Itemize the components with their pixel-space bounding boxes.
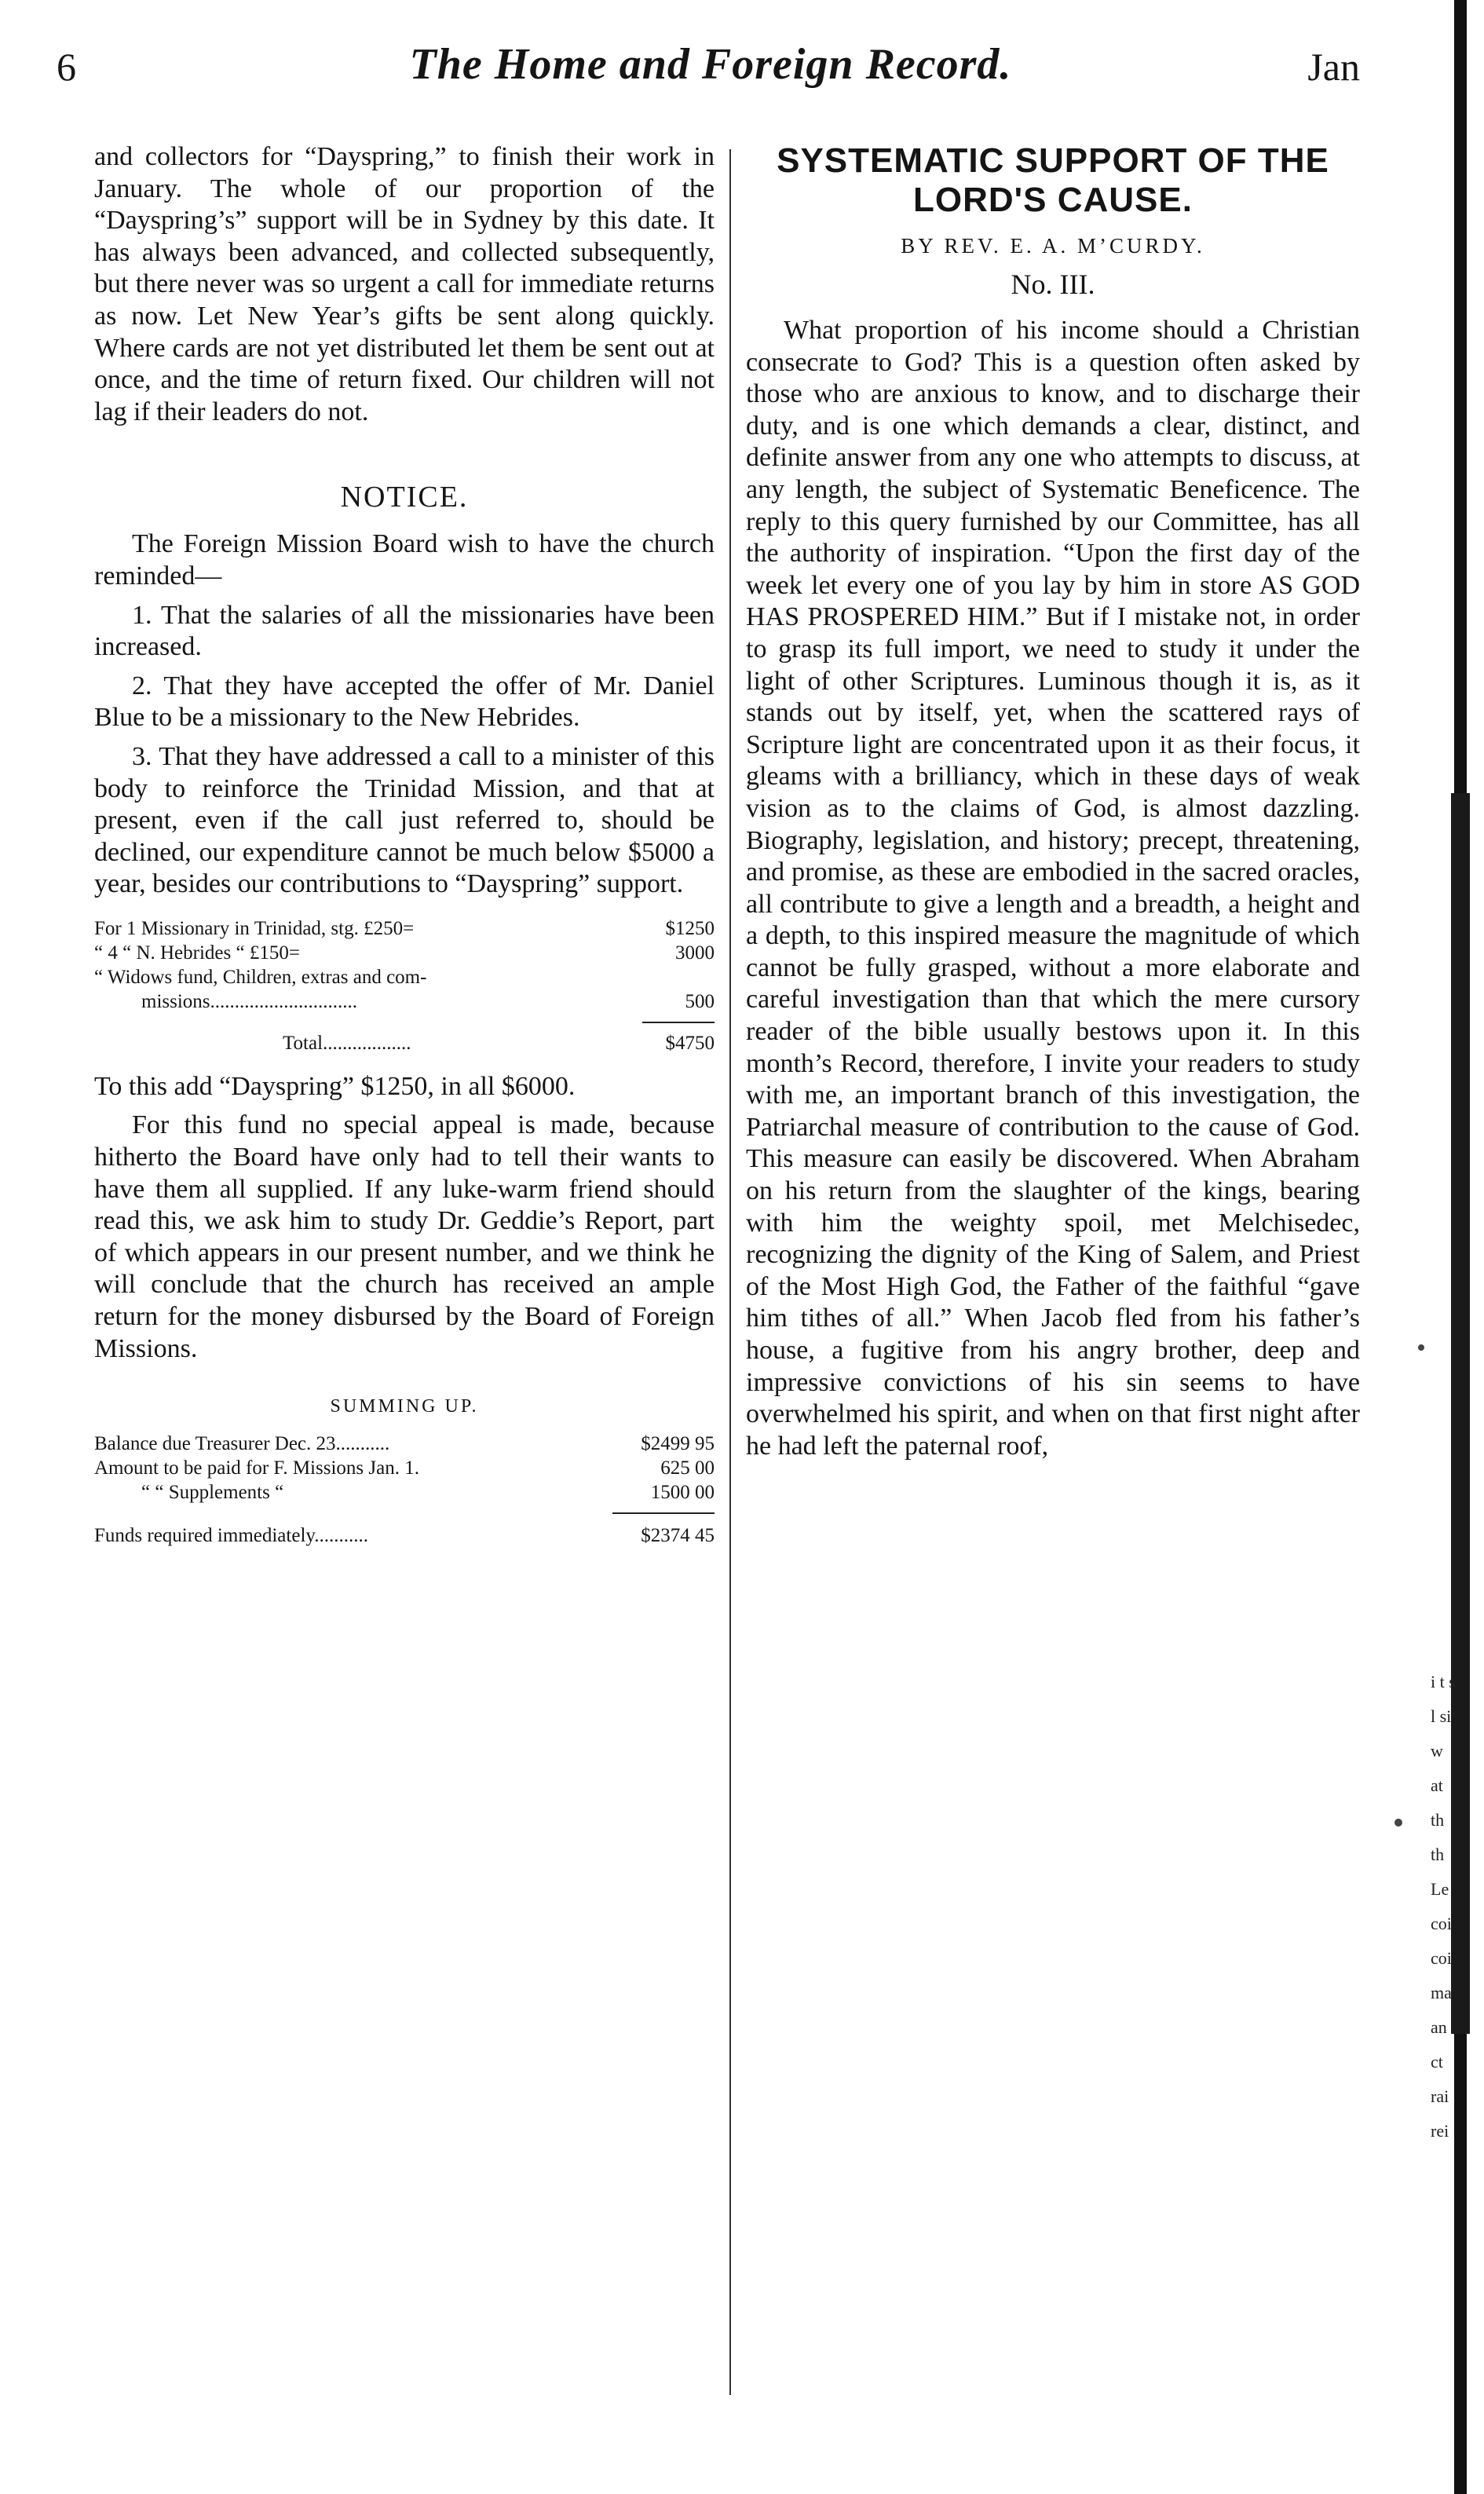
scan-edge (1431, 0, 1484, 2494)
ledger-rule (642, 1022, 715, 1023)
notice-item-3: 3. That they have addressed a call to a minister of this body to reinforce the Trinidad Mission, and that at present, even if the call just referred to, should be declined, our expenditure cannot be much below $5000 a year, besides our contributions to “Dayspring” support. (94, 741, 715, 899)
summing-value: 1500 00 (650, 1482, 715, 1504)
running-header (47, 35, 1374, 105)
summing-rule (612, 1512, 715, 1514)
ink-speck (1418, 1344, 1424, 1351)
summing-final-value: $2374 45 (641, 1525, 715, 1547)
article-number: No. III. (1011, 269, 1095, 300)
ledger-row (94, 965, 715, 989)
summing-final-label: Funds required immediately........... (94, 1525, 369, 1547)
summing-label: “ “ Supplements “ (141, 1482, 284, 1504)
ledger-label: “ 4 “ N. Hebrides “ £150= (94, 942, 300, 964)
ledger-row (94, 941, 715, 965)
publication-title: The Home and Foreign Record. (409, 40, 1012, 89)
adjacent-page-fragments: i t s l si w at th th Le coi coi ma an ct rai rei (1431, 1672, 1456, 2141)
article-title: SYSTEMATIC SUPPORT OF THE LORD'S CAUSE. (777, 141, 1329, 219)
summing-value: $2499 95 (641, 1433, 715, 1455)
column-divider (729, 149, 731, 2395)
ledger-value: 500 (685, 990, 715, 1012)
ledger-total-label: Total.................. (283, 1032, 411, 1054)
fund-paragraph: For this fund no special appeal is made, because hitherto the Board have only had to tell their wants to have them all supplied. If any luke-warm friend should read this, we ask him to study Dr. Geddie’s Report, part of which appears in our present number, and we think he will conclude that the church has received an ample return for the money disbursed by the Board of Foreign Missions. (94, 1110, 715, 1363)
page-number: 6 (57, 45, 76, 89)
ledger-value: $1250 (665, 917, 715, 939)
notice-intro: The Foreign Mission Board wish to have the church reminded— (94, 529, 715, 591)
intro-paragraph: and collectors for “Dayspring,” to finish their work in January. The whole of our proportion of the “Dayspring’s” support will be in Sydney by this date. It has always been advanced, and collected subsequently, but there never was so urgent a call for immediate returns as now. Let New Year’s gifts be sent along quickly. Where cards are not yet distributed let them be sent out at once, and the time of return fixed. Our children will not lag if their leaders do not. (94, 142, 715, 426)
article-byline: BY REV. E. A. M’CURDY. (901, 234, 1205, 258)
summing-label: Amount to be paid for F. Missions Jan. 1. (94, 1457, 419, 1479)
header-month: Jan (1307, 45, 1360, 89)
dayspring-addition: To this add “Dayspring” $1250, in all $6000. (94, 1071, 576, 1101)
left-column (94, 141, 715, 1563)
right-column (746, 141, 1360, 1469)
ink-speck (1394, 1819, 1402, 1827)
ledger-value: 3000 (675, 942, 715, 964)
summing-row (94, 1432, 715, 1456)
summing-row (94, 1480, 715, 1505)
notice-item-1: 1. That the salaries of all the missionaries have been increased. (94, 600, 715, 662)
summing-up-ledger (94, 1432, 715, 1548)
summing-up-heading: SUMMING UP. (330, 1396, 479, 1417)
ledger-total-value: $4750 (665, 1032, 715, 1054)
ledger-total-row (94, 1031, 715, 1055)
ledger-row (94, 916, 715, 941)
notice-item-2: 2. That they have accepted the offer of Mr. Daniel Blue to be a missionary to the New Hebrides. (94, 671, 715, 733)
expense-ledger (94, 916, 715, 1055)
article-body: What proportion of his income should a Christian consecrate to God? This is a question often asked by those who are anxious to know, and to discharge their duty, and is one which demands a clear, distinct, and definite answer from any one who attempts to discuss, at any length, the subject of Systematic Beneficence. The reply to this query furnished by our Committee, has all the authority of inspiration. “Upon the first day of the week let every one of you lay by him in store AS GOD HAS PROSPERED HIM.” But if I mistake not, in order to grasp its full import, we need to study it under the light of other Scriptures. Luminous though it is, as it stands out by itself, yet, when the scattered rays of Scripture light are concentrated upon it as their focus, it gleams with a brilliancy, which in these days of weak vision as to the claims of God, is almost dazzling. Biography, legislation, and history; precept, threatening, and promise, as these are embodied in the sacred oracles, all contribute to give a length and a breadth, a height and a depth, to this inspired measure the magnitude of which cannot be fully grasped, without a more elaborate and careful investigation than that which the mere cursory reader of the bible usually bestows upon it. In this month’s Record, therefore, I invite your readers to study with me, an important branch of this investigation, the Patriarchal measure of contribution to the cause of God. This measure can easily be discovered. When Abraham on his return from the slaughter of the kings, bearing with him the weighty spoil, met Melchisedec, recognizing the dignity of the King of Salem, and Priest of the Most High God, the Father of the faithful “gave him tithes of all.” When Jacob fled from his father’s house, a fugitive from his angry brother, deep and impressive convictions of his sin seems to have overwhelmed his spirit, and when on that first night after he had left the paternal roof, (746, 316, 1360, 1461)
ledger-row (94, 989, 715, 1014)
ledger-label: For 1 Missionary in Trinidad, stg. £250= (94, 917, 415, 939)
ledger-label: “ Widows fund, Children, extras and com- (94, 966, 427, 988)
notice-heading: NOTICE. (340, 481, 469, 514)
summing-row (94, 1456, 715, 1480)
summing-final-row (94, 1523, 715, 1548)
summing-label: Balance due Treasurer Dec. 23........... (94, 1433, 390, 1455)
ledger-label: missions.............................. (141, 990, 358, 1012)
summing-value: 625 00 (660, 1457, 715, 1479)
